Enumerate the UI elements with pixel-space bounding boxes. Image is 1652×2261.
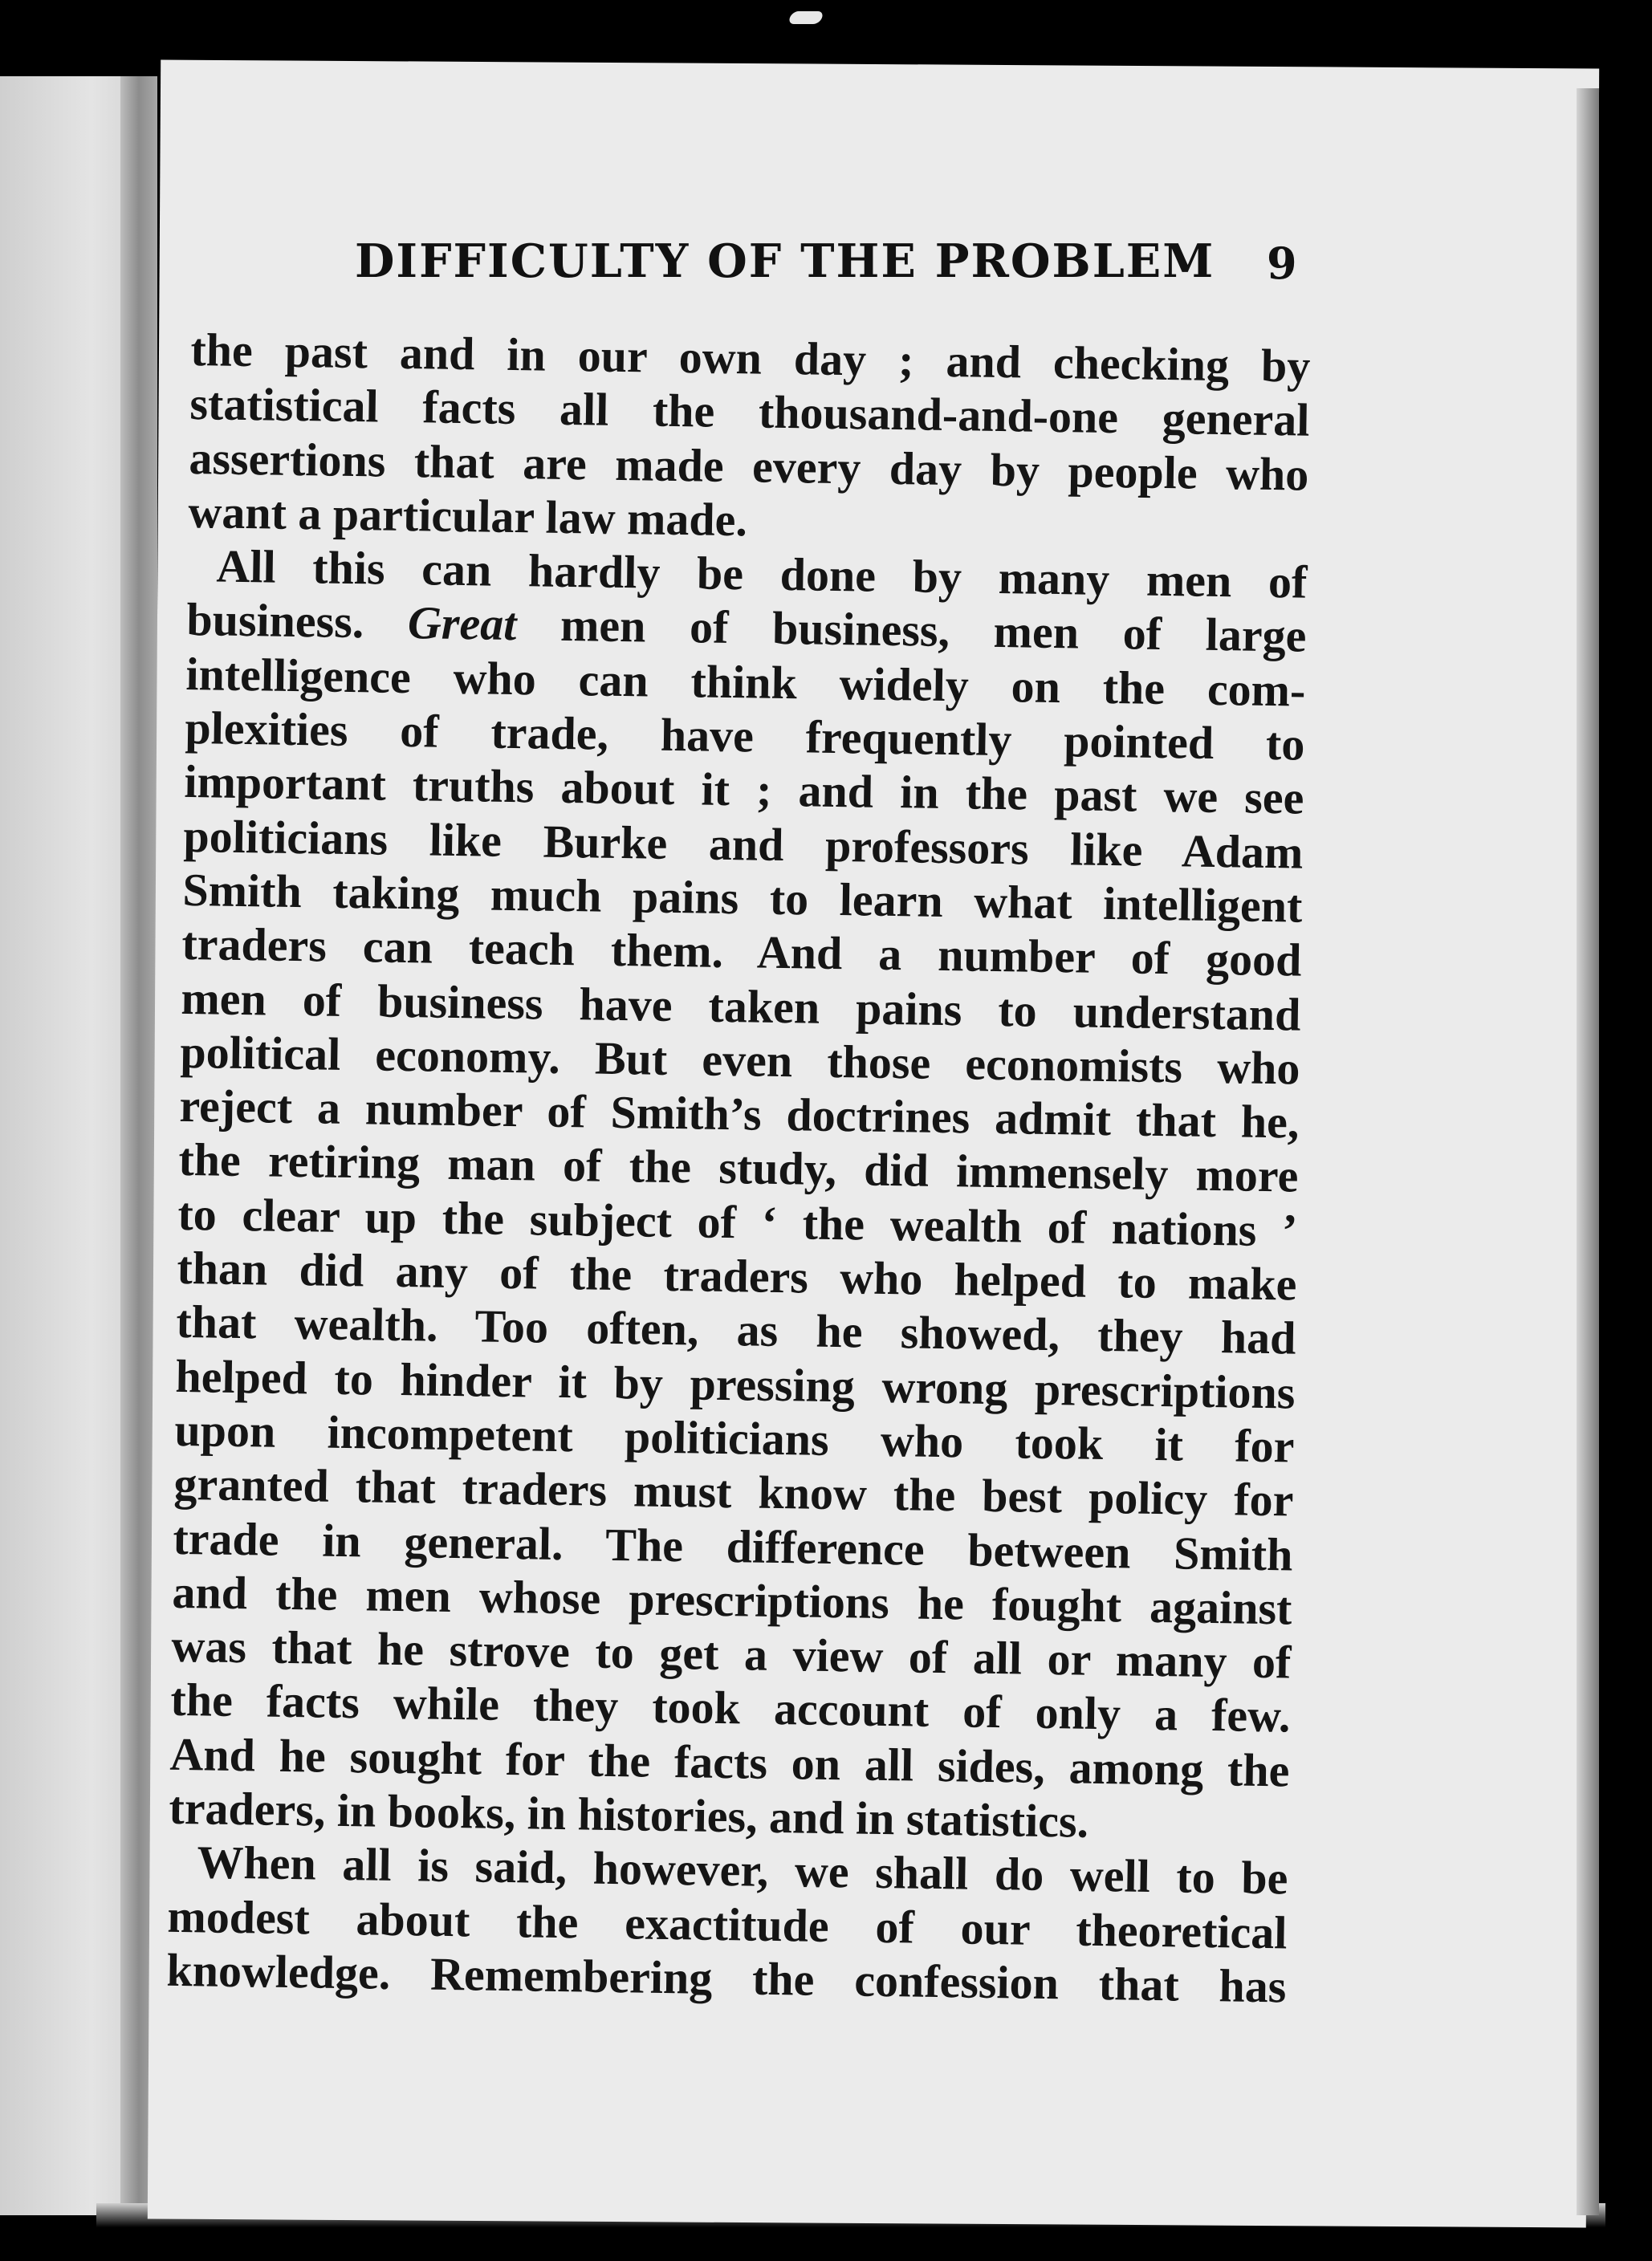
text-line: want a particular law made. [188,485,748,547]
text-line: assertions that are made every day by people who [189,431,1309,501]
text-line: All this can hardly be done by many men of [216,539,1308,608]
body-text [166,323,1311,2014]
film-mark [787,11,824,24]
running-header: DIFFICULTY OF THE PROBLEM [355,234,1215,288]
text-line: political economy. But even those economists who [180,1025,1300,1095]
text-line: the past and in our own day ; and checking by [190,323,1311,392]
text-line: granted that traders must know the best policy for [173,1458,1294,1527]
text-line: intelligence who can think widely on the com- [185,647,1306,717]
text-line: than did any of the traders who helped to make [177,1241,1297,1311]
text-line: helped to hinder it by pressing wrong prescriptions [175,1349,1296,1419]
text-line: plexities of trade, have frequently pointed to [185,701,1305,771]
text-line: the retiring man of the study, did immensely more [178,1133,1299,1203]
text-line: reject a number of Smith’s doctrines admit that he, [179,1080,1300,1149]
text-line: When all is said, however, we shall do well to be [197,1836,1288,1905]
text-segment: men of business, men of large [559,599,1307,663]
text-line: upon incompetent politicians who took it for [174,1403,1295,1473]
text-segment: business. [186,593,364,649]
italic-emphasis: Great [407,596,517,651]
page-number: 9 [1267,238,1297,289]
text-line: traders can teach them. And a number of good [181,917,1302,986]
text-line: the facts while they took account of only a few. [170,1673,1291,1743]
text-line: was that he strove to get a view of all or many of [171,1619,1292,1689]
text-line: to clear up the subject of ‘ the wealth of nations ’ [177,1187,1298,1257]
text-line: knowledge. Remembering the confession that has [166,1943,1287,2013]
text-line: politicians like Burke and professors like Adam [183,809,1304,879]
text-line: traders, in books, in histories, and in statistics. [169,1781,1089,1848]
text-line: that wealth. Too often, as he showed, they had [176,1295,1296,1364]
text-line: and the men whose prescriptions he fought against [172,1565,1292,1635]
page-right-edge [1577,88,1599,2215]
text-line: men of business have taken pains to understand [181,971,1301,1041]
text-line: trade in general. The difference between Smith [173,1511,1293,1581]
text-line: Smith taking much pains to learn what intelligent [182,863,1303,933]
text-line: And he sought for the facts on all sides, among the [169,1727,1290,1797]
text-line: modest about the exactitude of our theoretical [167,1889,1288,1959]
text-line: important truths about it ; and in the past we see [184,755,1304,825]
text-line: statistical facts all the thousand-and-one general [189,377,1310,446]
